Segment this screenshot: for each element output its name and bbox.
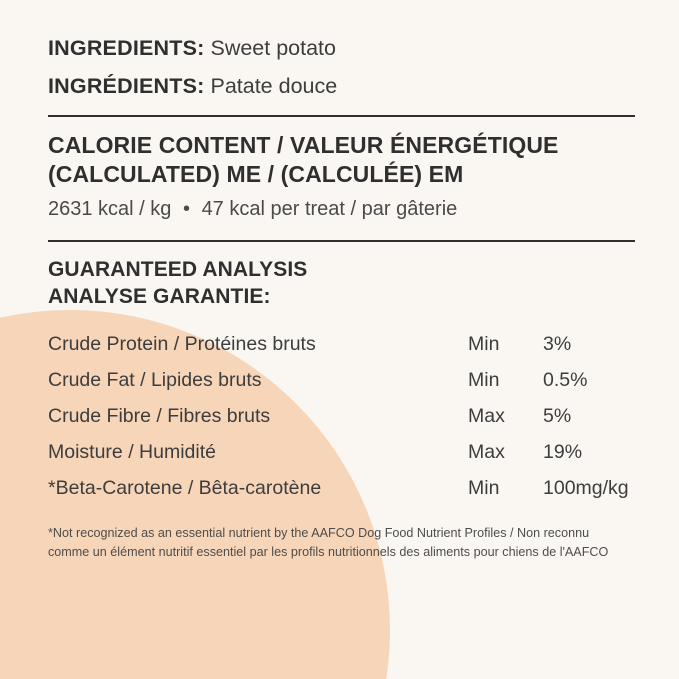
- table-row: [48, 470, 635, 506]
- divider-bottom: [48, 240, 635, 242]
- calorie-value-per-kg: 2631 kcal / kg: [48, 197, 172, 220]
- table-row: [48, 398, 635, 434]
- guaranteed-analysis-section: [48, 256, 635, 561]
- nutrient-name: Crude Fibre / Fibres bruts: [48, 404, 271, 427]
- nutrient-name: Crude Protein / Protéines bruts: [48, 332, 316, 355]
- footnote: [48, 524, 635, 561]
- nutrient-qualifier: Max: [468, 404, 505, 427]
- calorie-content-section: [48, 131, 635, 222]
- nutrient-name: *Beta-Carotene / Bêta-carotène: [48, 476, 322, 499]
- nutrient-value: 100mg/kg: [543, 476, 629, 499]
- ingredients-row-en: [48, 38, 635, 60]
- nutrient-qualifier: Max: [468, 440, 505, 463]
- ingredients-label-en: INGREDIENTS:: [48, 36, 205, 60]
- nutrient-value: 19%: [543, 440, 583, 463]
- ingredients-label-fr: INGRÉDIENTS:: [48, 73, 205, 98]
- ingredients-section: [48, 38, 635, 97]
- table-row: [48, 326, 635, 362]
- calorie-heading-line2: (CALCULATED) ME / (CALCULÉE) EM: [48, 161, 464, 188]
- nutrient-qualifier: Min: [468, 332, 500, 355]
- table-row: [48, 434, 635, 470]
- calorie-values: [48, 197, 635, 222]
- calorie-separator-dot: •: [182, 197, 190, 220]
- nutrient-value: 0.5%: [543, 368, 588, 391]
- ingredients-row-fr: [48, 73, 635, 98]
- divider-top: [48, 115, 635, 117]
- guaranteed-analysis-table: [48, 326, 635, 506]
- nutrient-qualifier: Min: [468, 476, 500, 499]
- footnote-line-1: *Not recognized as an essential nutrient by the AAFCO Dog Food Nutrient Profiles / Non reconnu: [48, 526, 590, 541]
- calorie-heading-line1: CALORIE CONTENT / VALEUR ÉNERGÉTIQUE: [48, 132, 559, 158]
- calorie-value-per-treat: 47 kcal per treat / par gâterie: [201, 197, 458, 220]
- guaranteed-analysis-heading-line2: ANALYSE GARANTIE:: [48, 285, 271, 309]
- ingredients-value-fr: Patate douce: [210, 73, 338, 98]
- table-row: [48, 362, 635, 398]
- guaranteed-analysis-heading-line1: GUARANTEED ANALYSIS: [48, 257, 308, 281]
- footnote-line-2: comme un élément nutritif essentiel par les profils nutritionnels des aliments pour chiens de l'AAFCO: [48, 544, 609, 559]
- nutrient-name: Moisture / Humidité: [48, 440, 216, 463]
- nutrient-value: 5%: [543, 404, 572, 427]
- nutrient-qualifier: Min: [468, 368, 500, 391]
- nutrient-name: Crude Fat / Lipides bruts: [48, 368, 262, 391]
- ingredients-value-en: Sweet potato: [210, 36, 336, 60]
- nutrient-value: 3%: [543, 332, 572, 355]
